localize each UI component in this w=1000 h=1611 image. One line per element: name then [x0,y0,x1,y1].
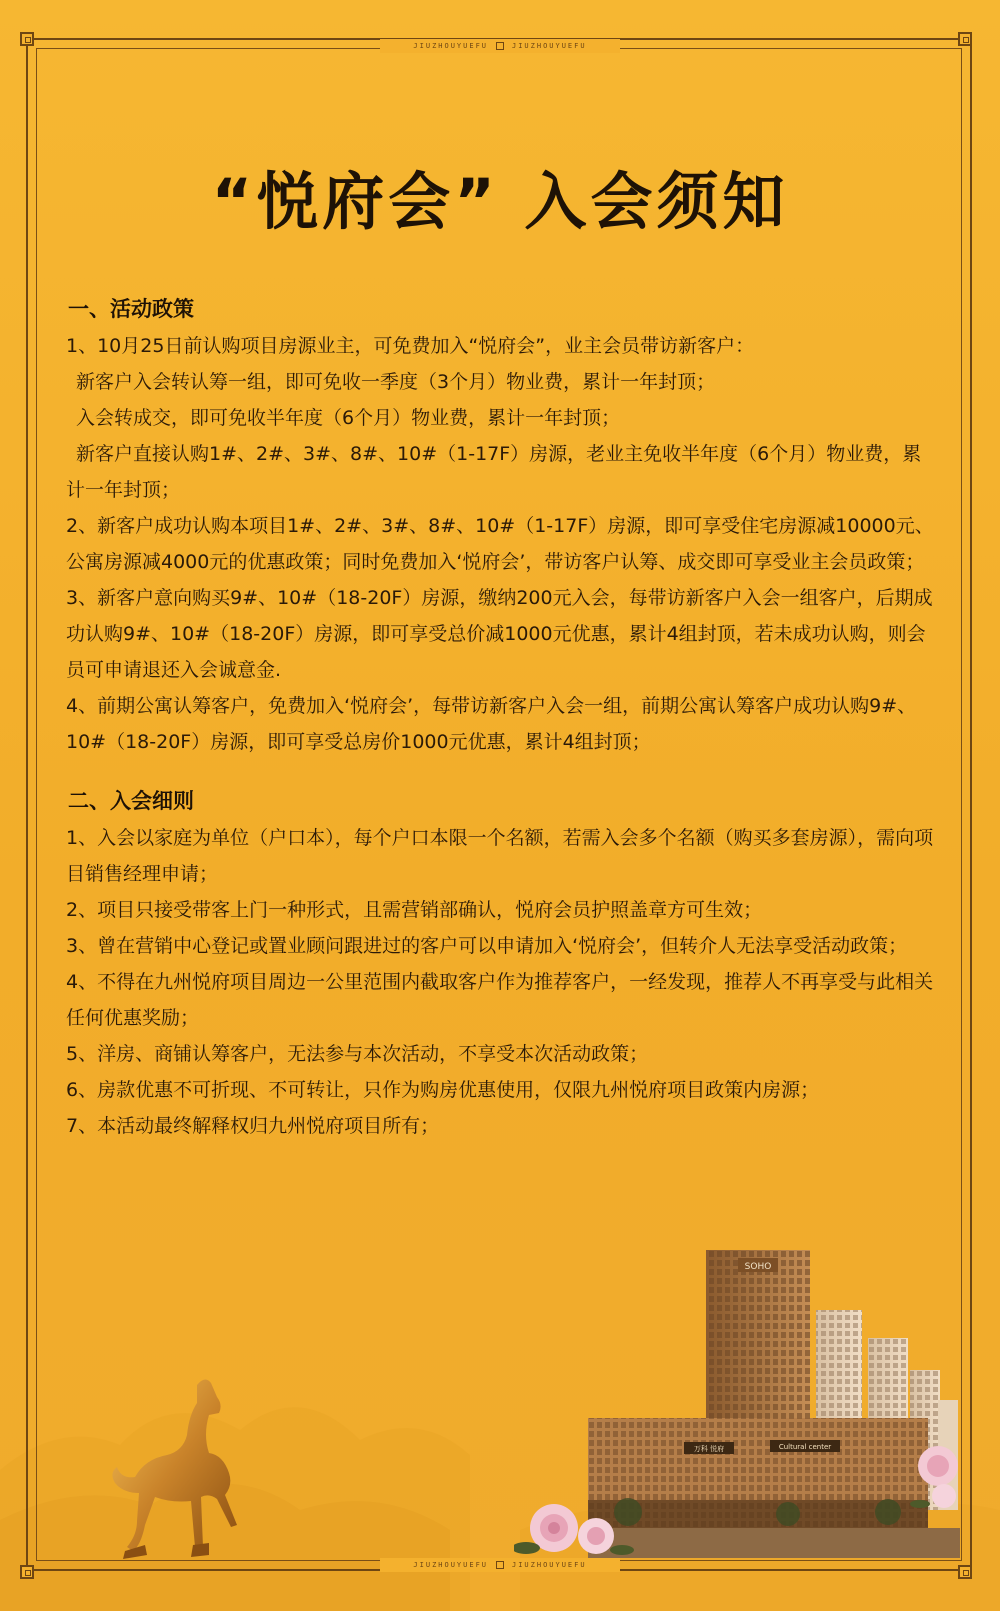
page-title: “悦府会” 入会须知 [211,165,789,238]
policy-item: 4、前期公寓认筹客户，免费加入‘悦府会’，每带访新客户入会一组，前期公寓认筹客户成功认购9#、10#（18-20F）房源，即可享受总房价1000元优惠，累计4组封顶； [66,695,917,753]
podium-sign: Cultural center [778,1443,832,1451]
brand-text: JIUZHOUYUEFU [413,42,488,50]
rules-item: 4、不得在九州悦府项目周边一公里范围内截取客户作为推荐客户，一经发现，推荐人不再享受与此相关任何优惠奖励； [66,971,934,1029]
corner-ornament [958,32,972,46]
podium-sign: 万科 悦府 [693,1445,725,1453]
peony-flowers-icon [908,1440,966,1510]
rules-item: 3、曾在营销中心登记或置业顾问跟进过的客户可以申请加入‘悦府会’，但转介人无法享受活动政策； [66,935,908,957]
building-complex-illustration [588,1250,960,1558]
brand-strip-top [380,39,620,53]
brand-logo-icon [496,1561,504,1569]
section-heading-policy: 一、活动政策 [68,297,194,321]
policy-subitem: 新客户入会转认筹一组，即可免收一季度（3个月）物业费，累计一年封顶； [76,371,716,393]
rules-item: 7、本活动最终解释权归九州悦府项目所有； [66,1115,440,1137]
rules-item: 1、入会以家庭为单位（户口本），每个户口本限一个名额，若需入会多个名额（购买多套房源），需向项目销售经理申请； [66,827,934,885]
corner-ornament [958,1565,972,1579]
golden-horse-icon [105,1375,260,1560]
brand-text: JIUZHOUYUEFU [413,1561,488,1569]
peony-flowers-icon [514,1488,634,1558]
brand-strip-bottom [380,1558,620,1572]
corner-ornament [20,32,34,46]
rules-item: 2、项目只接受带客上门一种形式，且需营销部确认，悦府会员护照盖章方可生效； [66,899,763,921]
brand-logo-icon [496,42,504,50]
policy-subitem: 新客户直接认购1#、2#、3#、8#、10#（1-17F）房源，老业主免收半年度（6个月）物业费，累计一年封顶； [66,443,922,501]
corner-ornament [20,1565,34,1579]
rules-item: 6、房款优惠不可折现、不可转让，只作为购房优惠使用，仅限九州悦府项目政策内房源； [66,1079,820,1101]
brand-text: JIUZHOUYUEFU [512,1561,587,1569]
brand-text: JIUZHOUYUEFU [512,42,587,50]
section-heading-rules: 二、入会细则 [68,789,194,813]
tower-sign: SOHO [744,1262,772,1272]
rules-item: 5、洋房、商铺认筹客户，无法参与本次活动，不享受本次活动政策； [66,1043,649,1065]
content [66,292,936,1144]
policy-item: 1、10月25日前认购项目房源业主，可免费加入“悦府会”，业主会员带访新客户： [66,335,755,357]
policy-item: 2、新客户成功认购本项目1#、2#、3#、8#、10#（1-17F）房源，即可享受住宅房源减10000元、公寓房源减4000元的优惠政策；同时免费加入‘悦府会’，带访客户认筹、成交即可享受业主会员政策； [66,515,934,573]
policy-subitem: 入会转成交，即可免收半年度（6个月）物业费，累计一年封顶； [76,407,621,429]
policy-item: 3、新客户意向购买9#、10#（18-20F）房源，缴纳200元入会，每带访新客户入会一组客户，后期成功认购9#、10#（18-20F）房源，即可享受总价减1000元优惠，累计4组封顶，若未成功认购，则会员可申请退还入会诚意金. [66,587,933,681]
